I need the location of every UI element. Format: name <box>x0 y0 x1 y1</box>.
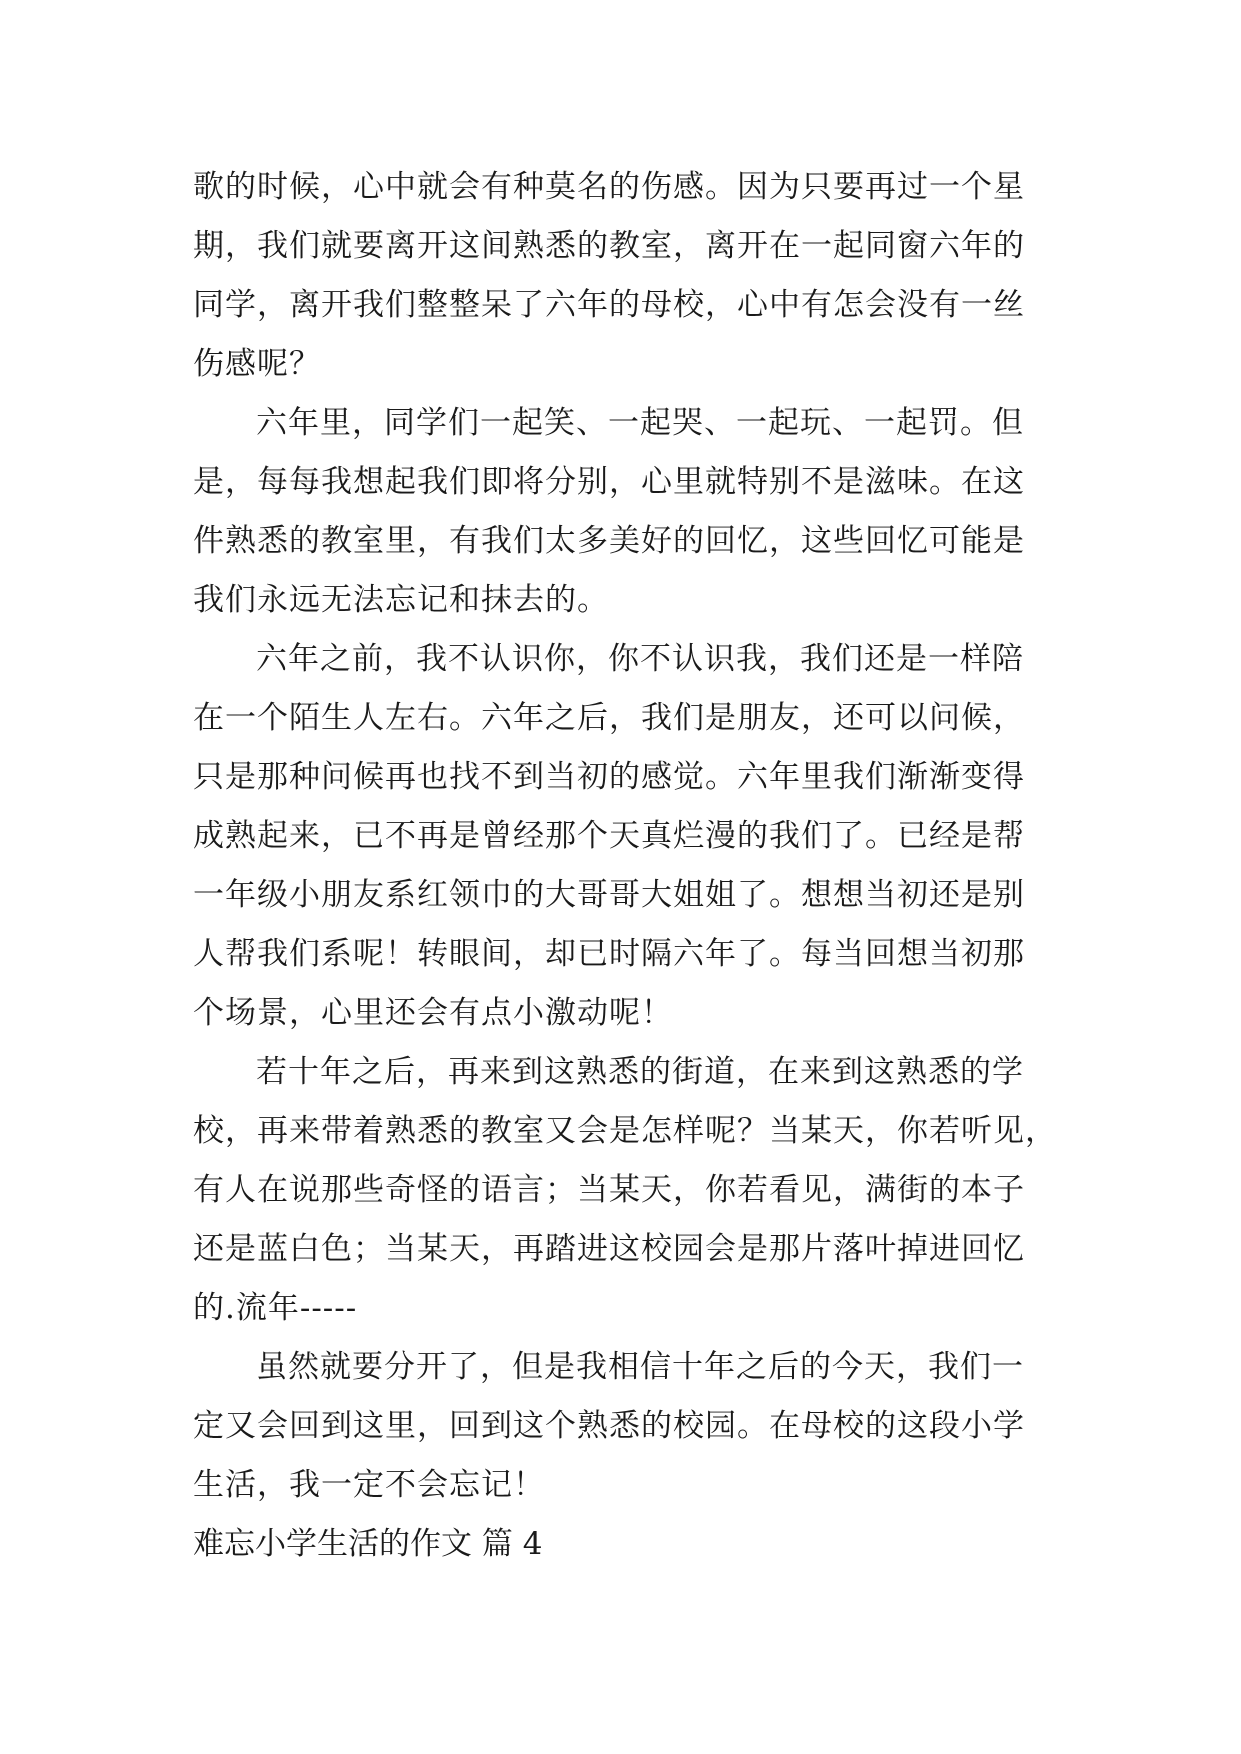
text-line: 只是那种问候再也找不到当初的感觉。六年里我们渐渐变得 <box>193 759 1025 795</box>
text-line: 在一个陌生人左右。六年之后，我们是朋友，还可以问候， <box>193 700 1025 736</box>
text-line: 六年里，同学们一起笑、一起哭、一起玩、一起罚。但 <box>256 405 1024 441</box>
paragraph-4 <box>193 1043 1057 1338</box>
text-line: 同学，离开我们整整呆了六年的母校，心中有怎会没有一丝 <box>193 287 1025 323</box>
paragraph-1 <box>193 158 1053 394</box>
text-line: 一年级小朋友系红领巾的大哥哥大姐姐了。想想当初还是别 <box>193 877 1025 913</box>
text-line: 有人在说那些奇怪的语言；当某天，你若看见，满街的本子 <box>193 1172 1025 1208</box>
text-line: 虽然就要分开了，但是我相信十年之后的今天，我们一 <box>256 1349 1024 1385</box>
text-line: 件熟悉的教室里，有我们太多美好的回忆，这些回忆可能是 <box>193 523 1025 559</box>
document-body <box>193 158 1057 1574</box>
text-line: 还是蓝白色；当某天，再踏进这校园会是那片落叶掉进回忆 <box>193 1231 1025 1267</box>
text-line: 我们永远无法忘记和抹去的。 <box>193 582 609 618</box>
text-line: 是，每每我想起我们即将分别，心里就特别不是滋味。在这 <box>193 464 1025 500</box>
text-line: 校，再来带着熟悉的教室又会是怎样呢？当某天，你若听见， <box>193 1113 1057 1149</box>
text-line: 伤感呢？ <box>193 346 321 382</box>
text-line: 人帮我们系呢！转眼间，却已时隔六年了。每当回想当初那 <box>193 936 1025 972</box>
text-line: 歌的时候，心中就会有种莫名的伤感。因为只要再过一个星 <box>193 169 1025 205</box>
paragraph-3 <box>193 630 1053 1043</box>
text-line: 个场景，心里还会有点小激动呢！ <box>193 995 673 1031</box>
text-line: 若十年之后，再来到这熟悉的街道，在来到这熟悉的学 <box>256 1054 1024 1090</box>
text-line: 定又会回到这里，回到这个熟悉的校园。在母校的这段小学 <box>193 1408 1025 1444</box>
text-line: 成熟起来，已不再是曾经那个天真烂漫的我们了。已经是帮 <box>193 818 1025 854</box>
paragraph-5 <box>193 1338 1053 1515</box>
text-line: 期，我们就要离开这间熟悉的教室，离开在一起同窗六年的 <box>193 228 1025 264</box>
text-line: 的.流年----- <box>193 1290 358 1326</box>
paragraph-2 <box>193 394 1053 630</box>
text-line: 生活，我一定不会忘记！ <box>193 1467 545 1503</box>
section-heading: 难忘小学生活的作文 篇 4 <box>193 1526 543 1562</box>
text-line: 六年之前，我不认识你，你不认识我，我们还是一样陪 <box>256 641 1024 677</box>
